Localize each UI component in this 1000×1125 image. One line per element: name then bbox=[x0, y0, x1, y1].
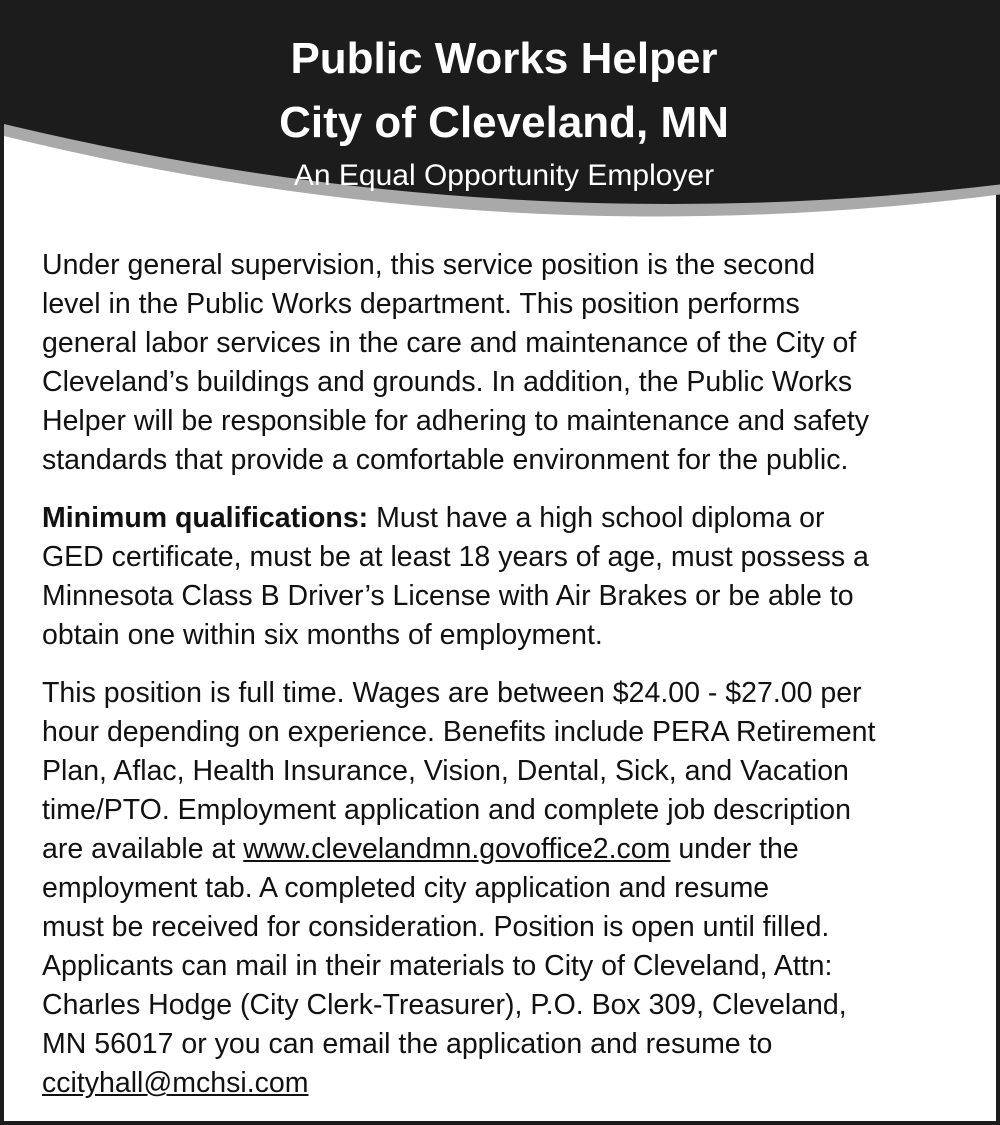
job-title: Public Works Helper bbox=[290, 34, 718, 83]
text-line: employment tab. A completed city application and resume bbox=[42, 872, 770, 904]
text-line: obtain one within six months of employment. bbox=[42, 619, 603, 651]
description-paragraph bbox=[42, 246, 977, 480]
text-line: standards that provide a comfortable environment for the public. bbox=[42, 444, 849, 476]
text-line: MN 56017 or you can email the application and resume to bbox=[42, 1028, 773, 1060]
details-paragraph bbox=[42, 674, 977, 1103]
text-line: level in the Public Works department. This position performs bbox=[42, 288, 800, 320]
text-line bbox=[42, 830, 977, 869]
text-line: Under general supervision, this service position is the second bbox=[42, 249, 816, 281]
qualifications-text: Must have a high school diploma or bbox=[368, 502, 825, 534]
text-line: Plan, Aflac, Health Insurance, Vision, Dental, Sick, and Vacation bbox=[42, 755, 849, 787]
text-line: time/PTO. Employment application and complete job description bbox=[42, 794, 851, 826]
text-line: must be received for consideration. Position is open until filled. bbox=[42, 911, 830, 943]
text-line: general labor services in the care and maintenance of the City of bbox=[42, 327, 857, 359]
text-line: Charles Hodge (City Clerk-Treasurer), P.O. Box 309, Cleveland, bbox=[42, 989, 847, 1021]
qualifications-paragraph bbox=[42, 499, 977, 655]
email-link[interactable]: ccityhall@mchsi.com bbox=[42, 1067, 309, 1099]
link-prefix: are available at bbox=[42, 833, 244, 865]
ad-body bbox=[42, 246, 977, 1122]
text-line: GED certificate, must be at least 18 years of age, must possess a bbox=[42, 541, 869, 573]
text-line: This position is full time. Wages are between $24.00 - $27.00 per bbox=[42, 677, 862, 709]
text-line: Helper will be responsible for adhering to maintenance and safety bbox=[42, 405, 869, 437]
text-line bbox=[42, 499, 977, 538]
text-line: Applicants can mail in their materials to City of Cleveland, Attn: bbox=[42, 950, 833, 982]
text-line: hour depending on experience. Benefits include PERA Retirement bbox=[42, 716, 876, 748]
website-link[interactable]: www.clevelandmn.govoffice2.com bbox=[243, 833, 671, 865]
employer-name: City of Cleveland, MN bbox=[279, 98, 729, 147]
text-line bbox=[42, 1064, 977, 1103]
text-line: Minnesota Class B Driver’s License with Air Brakes or be able to bbox=[42, 580, 854, 612]
qualifications-label: Minimum qualifications: bbox=[42, 502, 369, 534]
eoe-subtitle: An Equal Opportunity Employer bbox=[293, 159, 715, 192]
link-suffix: under the bbox=[670, 833, 799, 865]
text-line: Cleveland’s buildings and grounds. In addition, the Public Works bbox=[42, 366, 853, 398]
